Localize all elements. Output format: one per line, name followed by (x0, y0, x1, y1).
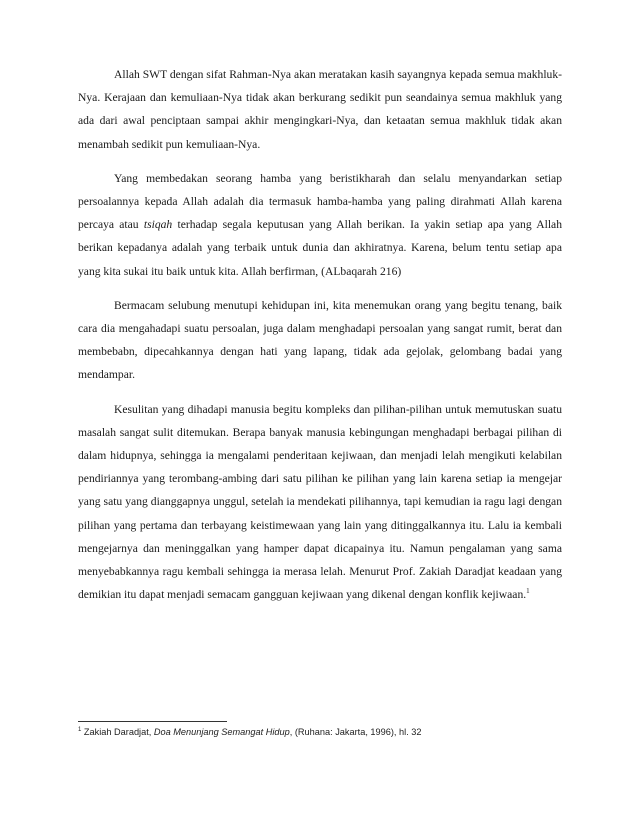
footnote-title: Doa Menunjang Semangat Hidup (153, 727, 290, 737)
footnote (78, 725, 562, 739)
paragraph-1-text: Allah SWT dengan sifat Rahman-Nya akan meratakan kasih sayangnya kepada semua makhluk-Nya. Kerajaan dan kemuliaan-Nya tidak akan berkurang sedikit pun seandainya semua makhluk yang ada dari awal penciptaan sampai akhir mengingkari-Nya, dan ketaatan semua makhluk tidak akan menambah sedikit pun kemuliaan-Nya. (78, 68, 562, 151)
body-text (78, 63, 562, 617)
footnote-author: Zakiah Daradjat, (83, 727, 154, 737)
footnote-separator (78, 721, 227, 722)
paragraph-2 (78, 167, 562, 283)
paragraph-4-text: Kesulitan yang dihadapi manusia begitu kompleks dan pilihan-pilihan untuk memutuskan suatu masalah sangat sulit ditemukan. Berapa banyak manusia kebingungan menghadapi berbagai pilihan di dalam hidupnya, sehingga ia mengalami penderitaan kejiwaan, dan menjadi lelah mengikuti kelabilan pendiriannya yang terombang-ambing dari satu pilihan ke pilihan yang lain karena setiap ia mengejar yang satu yang dianggapnya unggul, setelah ia mendekati pilihannya, tapi kemudian ia ragu lagi dengan pilihan yang pertama dan terbayang keistimewaan yang lain yang ditinggalkannya itu. Lalu ia kembali mengejarnya dan meninggalkan yang hamper dapat dicapainya itu. Namun pengalaman yang sama menyebabkannya ragu kembali sehingga ia merasa lelah. Menurut Prof. Zakiah Daradjat keadaan yang demikian itu dapat menjadi semacam gangguan kejiwaan yang dikenal dengan konflik kejiwaan. (78, 402, 562, 602)
paragraph-3 (78, 294, 562, 387)
paragraph-1 (78, 63, 562, 156)
paragraph-3-text: Bermacam selubung menutupi kehidupan ini, kita menemukan orang yang begitu tenang, baik cara dia mengahadapi suatu persoalan, juga dalam menghadapi persoalan yang sangat rumit, berat dan membebabn, dipecahkannya dengan hati yang lapang, tidak ada gejolak, gelombang badai yang mendampar. (78, 298, 562, 382)
footnote-number: 1 (78, 726, 82, 733)
paragraph-2-text-start: Yang membedakan seorang hamba yang beristikharah dan selalu menyandarkan setiap persoalannya kepada Allah adalah dia termasuk hamba-hamba yang paling dirahmati Allah karena percaya atau (78, 171, 562, 232)
italic-term-tsiqah: tsiqah (143, 218, 173, 232)
footnote-reference: 1 (526, 587, 530, 596)
paragraph-4 (78, 398, 562, 607)
paragraph-2-text-end: terhadap segala keputusan yang Allah berikan. Ia yakin setiap apa yang Allah berikan kepadanya adalah yang terbaik untuk dunia dan akhiratnya. Karena, belum tentu setiap apa yang kita sukai itu baik untuk kita. Allah berfirman, (ALbaqarah 216) (78, 218, 562, 278)
footnote-publication: , (Ruhana: Jakarta, 1996), hl. 32 (289, 727, 422, 737)
